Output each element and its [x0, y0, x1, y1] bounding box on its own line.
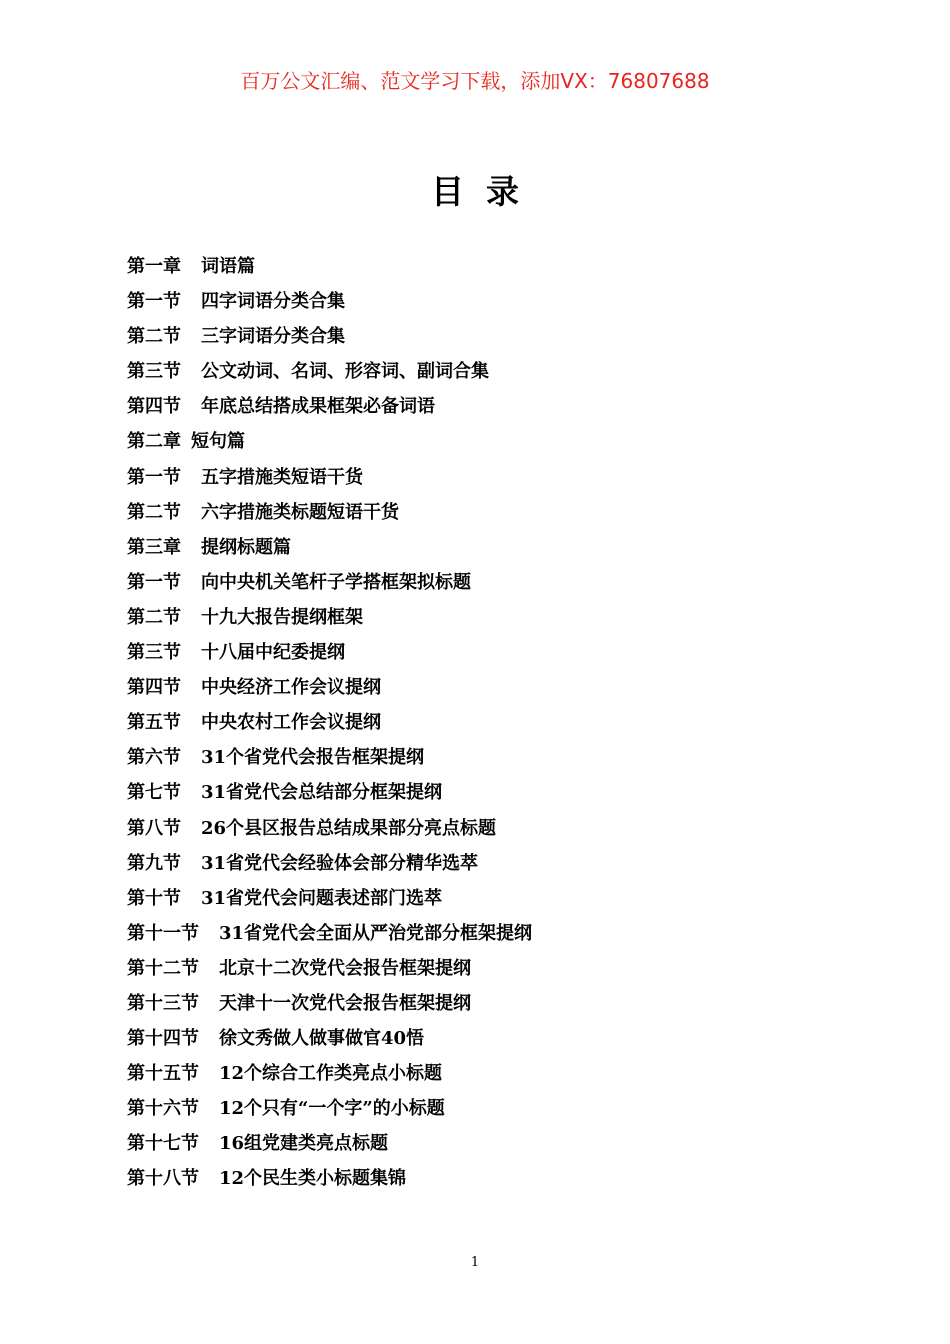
toc-label: 第三节 [127, 642, 181, 664]
toc-label: 第一节 [127, 466, 181, 488]
toc-label: 第十七节 [127, 1133, 199, 1155]
toc-text: 向中央机关笔杆子学搭框架拟标题 [201, 571, 471, 593]
toc-entry [127, 638, 532, 673]
toc-entry [127, 743, 532, 778]
toc-entry [127, 884, 532, 919]
toc-label: 第四节 [127, 677, 181, 699]
toc-label: 第一章 [127, 256, 181, 277]
toc-entry [127, 498, 532, 533]
toc-entry [127, 989, 532, 1024]
toc-label: 第五节 [127, 712, 181, 734]
table-of-contents [127, 252, 532, 1200]
toc-text: 六字措施类标题短语干货 [201, 501, 399, 523]
toc-label: 第十四节 [127, 1028, 199, 1050]
toc-entry-chapter-2 [127, 427, 532, 462]
toc-entry [127, 673, 532, 708]
toc-label: 第十节 [127, 887, 181, 909]
toc-entry [127, 568, 532, 603]
toc-text: 中央农村工作会议提纲 [201, 712, 381, 734]
page-number: 1 [470, 1255, 480, 1270]
toc-text: 12个综合工作类亮点小标题 [219, 1063, 443, 1085]
toc-entry [127, 778, 532, 813]
toc-entry [127, 814, 532, 849]
toc-entry [127, 287, 532, 322]
toc-label: 第四节 [127, 396, 181, 418]
toc-text: 16组党建类亮点标题 [219, 1133, 389, 1155]
toc-entry [127, 1094, 532, 1129]
toc-entry [127, 919, 532, 954]
toc-entry [127, 849, 532, 884]
page-title: 目录 [431, 172, 541, 211]
toc-text: 提纲标题篇 [201, 536, 291, 558]
toc-entry [127, 392, 532, 427]
toc-label: 第一节 [127, 291, 181, 313]
toc-label: 第十八节 [127, 1168, 199, 1190]
toc-text: 31省党代会全面从严治党部分框架提纲 [219, 922, 533, 944]
toc-label: 第七节 [127, 782, 181, 804]
toc-entry [127, 603, 532, 638]
toc-text: 五字措施类短语干货 [201, 466, 363, 488]
toc-text: 四字词语分类合集 [201, 291, 345, 313]
toc-label: 第十一节 [127, 922, 199, 944]
toc-entry [127, 463, 532, 498]
toc-text: 公文动词、名词、形容词、副词合集 [201, 361, 489, 383]
toc-text: 三字词语分类合集 [201, 326, 345, 348]
toc-label: 第十五节 [127, 1063, 199, 1085]
toc-label: 第二章 [127, 431, 181, 453]
toc-entry [127, 708, 532, 743]
toc-label: 第二节 [127, 501, 181, 523]
toc-label: 第二节 [127, 326, 181, 348]
toc-entry [127, 357, 532, 392]
toc-text: 中央经济工作会议提纲 [201, 677, 381, 699]
toc-text: 31省党代会总结部分框架提纲 [201, 782, 443, 804]
toc-text: 词语篇 [201, 256, 255, 277]
toc-entry [127, 322, 532, 357]
toc-label: 第十六节 [127, 1098, 199, 1120]
toc-text: 31个省党代会报告框架提纲 [201, 747, 425, 769]
toc-text: 12个民生类小标题集锦 [219, 1168, 407, 1190]
toc-label: 第八节 [127, 817, 181, 839]
toc-text: 北京十二次党代会报告框架提纲 [219, 957, 471, 979]
toc-label: 第三节 [127, 361, 181, 383]
toc-entry [127, 1059, 532, 1094]
toc-label: 第一节 [127, 571, 181, 593]
toc-entry [127, 1164, 532, 1199]
toc-label: 第三章 [127, 536, 181, 558]
toc-label: 第十二节 [127, 957, 199, 979]
toc-text: 天津十一次党代会报告框架提纲 [219, 992, 471, 1014]
toc-label: 第二节 [127, 606, 181, 628]
toc-entry [127, 954, 532, 989]
header-banner: 百万公文汇编、范文学习下载，添加VX：76807688 [240, 69, 710, 93]
toc-entry [127, 1024, 532, 1059]
toc-label: 第九节 [127, 852, 181, 874]
toc-text: 十九大报告提纲框架 [201, 606, 363, 628]
toc-entry-chapter-3 [127, 533, 532, 568]
toc-text: 徐文秀做人做事做官40悟 [219, 1028, 425, 1050]
toc-label: 第十三节 [127, 992, 199, 1014]
toc-text: 12个只有“一个字”的小标题 [219, 1098, 445, 1120]
toc-entry-chapter-1 [127, 252, 532, 287]
toc-text: 年底总结搭成果框架必备词语 [201, 396, 435, 418]
toc-text: 31省党代会经验体会部分精华选萃 [201, 852, 479, 874]
toc-text: 短句篇 [191, 431, 245, 453]
toc-entry [127, 1129, 532, 1164]
toc-label: 第六节 [127, 747, 181, 769]
toc-text: 31省党代会问题表述部门选萃 [201, 887, 443, 909]
toc-text: 26个县区报告总结成果部分亮点标题 [201, 817, 497, 839]
toc-text: 十八届中纪委提纲 [201, 642, 345, 664]
